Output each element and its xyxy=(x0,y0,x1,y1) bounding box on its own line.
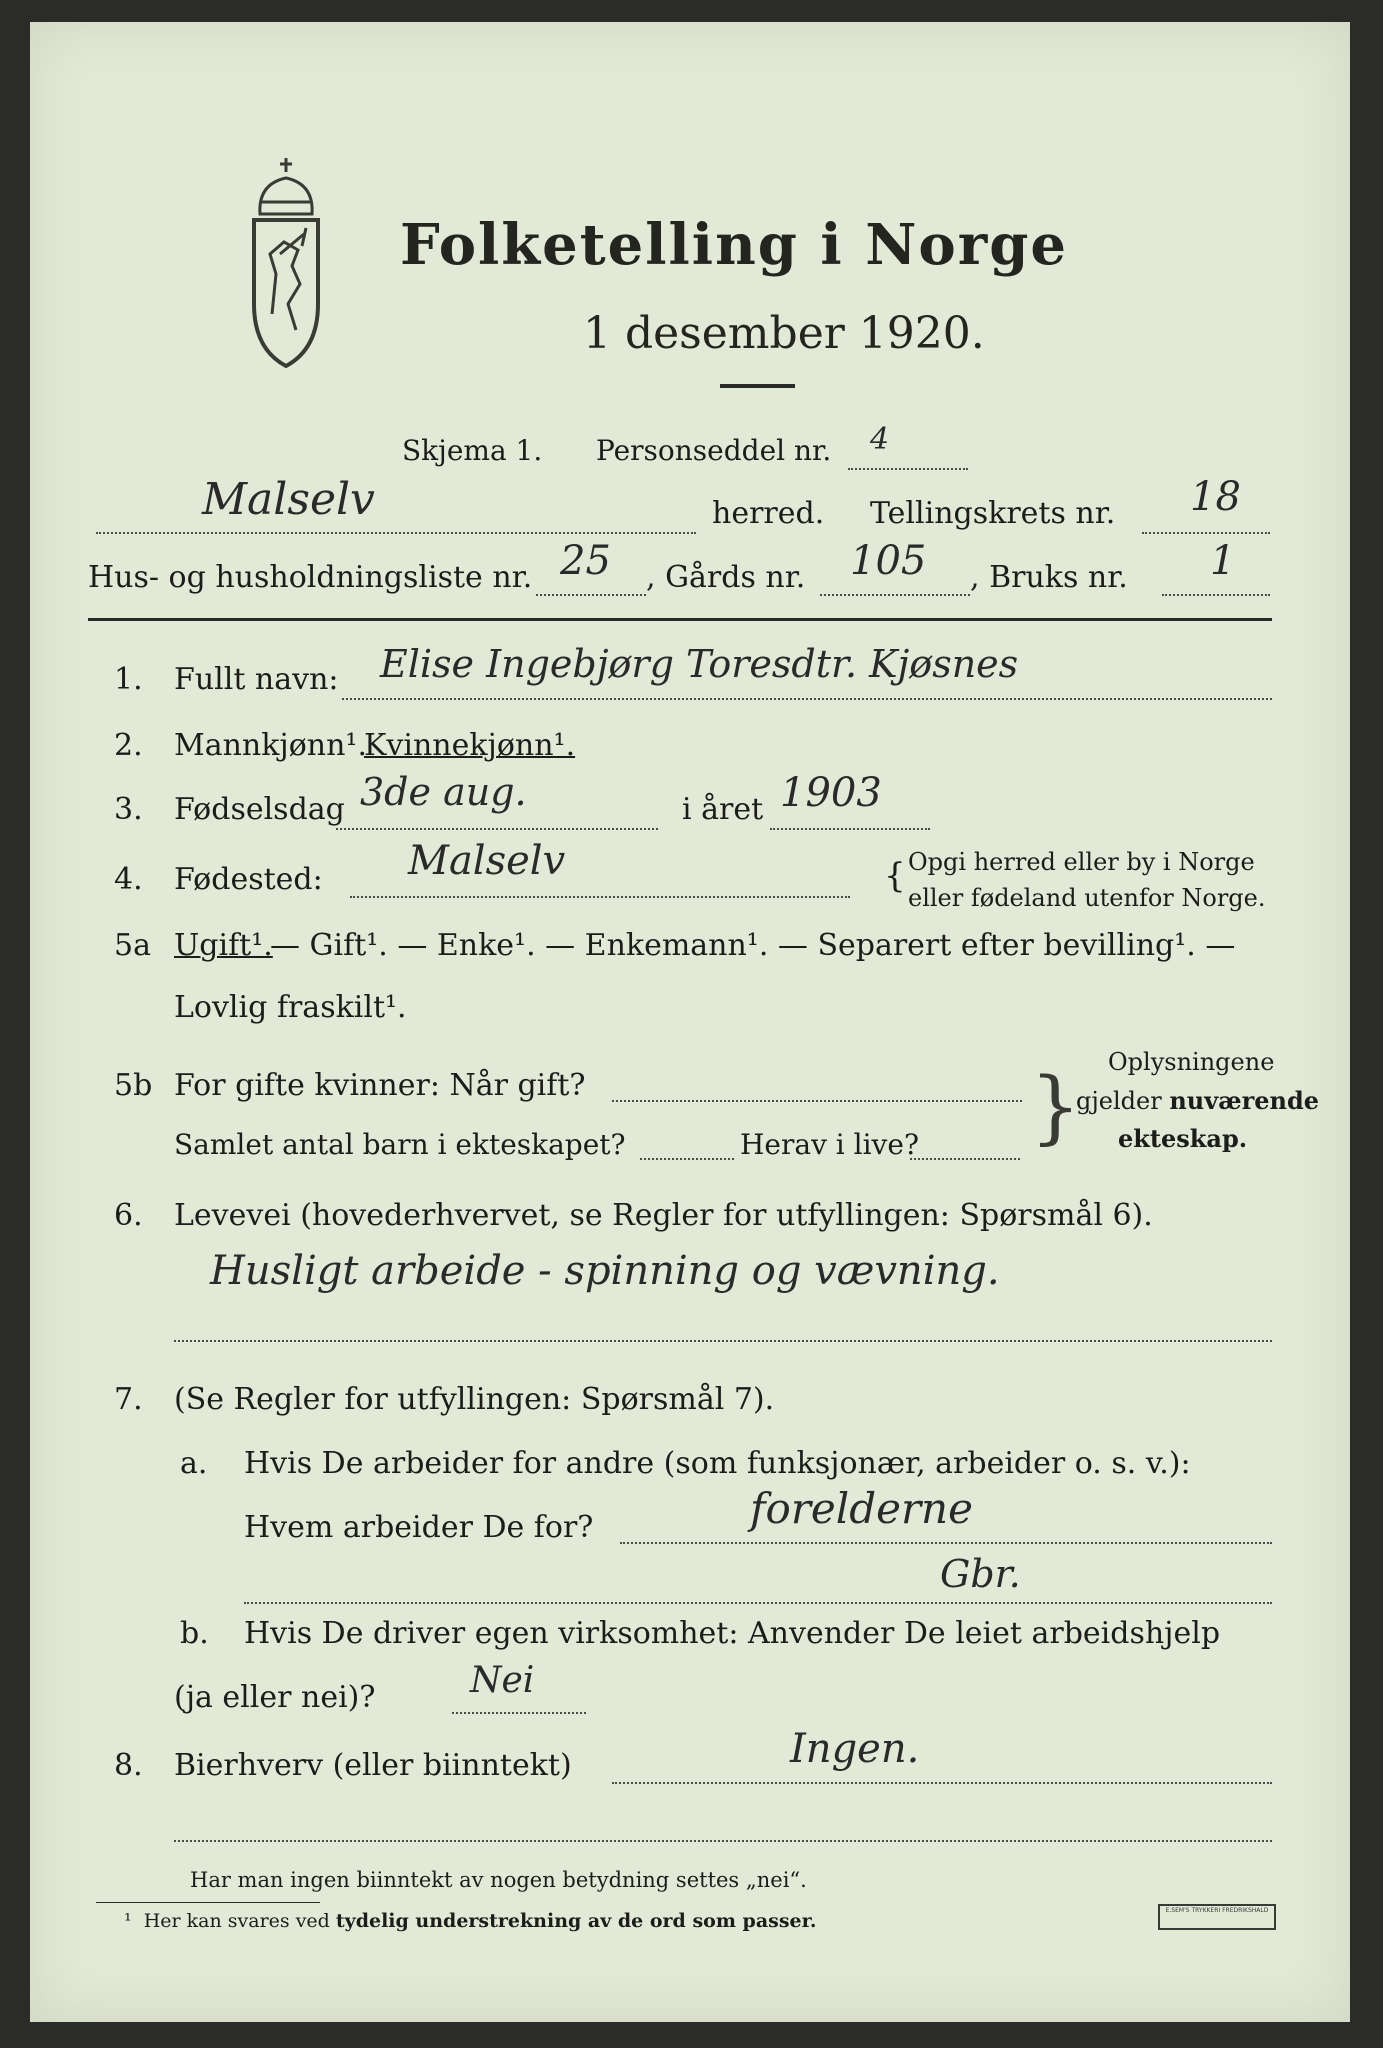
full-name-value[interactable]: Elise Ingebjørg Toresdtr. Kjøsnes xyxy=(380,642,1019,686)
gards-value[interactable]: 105 xyxy=(850,538,927,584)
occupation-value[interactable]: Husligt arbeide - spinning og vævning. xyxy=(210,1248,1000,1294)
unmarried-option[interactable]: Ugift¹. xyxy=(174,928,273,963)
q5b-note-2: gjelder nuværende xyxy=(1076,1086,1320,1115)
footnote: ¹ Her kan svares ved tydelig understrekning av de ord som passer. xyxy=(124,1910,817,1932)
q5b-when-line xyxy=(612,1100,1022,1102)
q4-brace: { xyxy=(884,856,906,896)
q1-label: Fullt navn: xyxy=(174,662,339,697)
birthday-value[interactable]: 3de aug. xyxy=(360,770,527,814)
q8-label: Bierhverv (eller biinntekt) xyxy=(174,1748,572,1783)
q8-line xyxy=(612,1782,1272,1784)
q4-number: 4. xyxy=(114,862,143,897)
q7-number: 7. xyxy=(114,1382,143,1417)
q5a-number: 5a xyxy=(114,928,151,963)
tellingskrets-label: Tellingskrets nr. xyxy=(870,496,1116,531)
male-option[interactable]: Mannkjønn¹. xyxy=(174,728,367,763)
gards-label: , Gårds nr. xyxy=(646,560,806,595)
q1-number: 1. xyxy=(114,662,143,697)
printer-stamp: E.SEM'S TRYKKERI FREDRIKSHALD xyxy=(1158,1904,1276,1930)
form-title: Folketelling i Norge xyxy=(400,212,1069,278)
norwegian-coat-of-arms-icon xyxy=(240,154,332,374)
employer-note[interactable]: Gbr. xyxy=(940,1552,1021,1596)
herred-value[interactable]: Malselv xyxy=(202,474,375,525)
q4-label: Fødested: xyxy=(174,862,323,897)
q1-line xyxy=(342,698,1272,700)
tellingskrets-line xyxy=(1142,532,1270,534)
q5b-note-3: ekteskap. xyxy=(1118,1124,1248,1153)
q8-number: 8. xyxy=(114,1748,143,1783)
q7-label: (Se Regler for utfyllingen: Spørsmål 7). xyxy=(174,1382,775,1417)
q3-number: 3. xyxy=(114,792,143,827)
q7b-letter: b. xyxy=(180,1616,209,1651)
header-rule xyxy=(88,618,1272,621)
herred-line xyxy=(96,532,696,534)
q5b-note-1: Oplysningene xyxy=(1108,1048,1275,1076)
schema-label: Skjema 1. xyxy=(402,434,543,467)
female-option[interactable]: Kvinnekjønn¹. xyxy=(364,728,576,763)
q7a-question: Hvem arbeider De for? xyxy=(244,1510,594,1545)
q5b-brace: } xyxy=(1030,1060,1081,1153)
q7a-letter: a. xyxy=(180,1446,208,1481)
side-income-value[interactable]: Ingen. xyxy=(790,1726,920,1772)
personseddel-label: Personseddel nr. xyxy=(596,434,832,467)
q5b-children-line xyxy=(640,1158,734,1160)
footnote-rule xyxy=(96,1902,320,1903)
tellingskrets-value[interactable]: 18 xyxy=(1190,474,1241,520)
q5b-number: 5b xyxy=(114,1068,153,1103)
personseddel-value[interactable]: 4 xyxy=(870,422,890,457)
q4-note-2: eller fødeland utenfor Norge. xyxy=(908,884,1266,912)
q7b-line xyxy=(452,1712,586,1714)
year-line xyxy=(770,828,930,830)
q6-line xyxy=(174,1340,1272,1342)
q6-label: Levevei (hovederhvervet, se Regler for utfyllingen: Spørsmål 6). xyxy=(174,1198,1153,1233)
census-form-sheet xyxy=(30,22,1350,2022)
title-divider xyxy=(720,384,795,388)
hus-label: Hus- og husholdningsliste nr. xyxy=(88,560,533,595)
personseddel-line xyxy=(848,468,968,470)
q8-line-2 xyxy=(174,1840,1272,1842)
bruks-line xyxy=(1162,594,1270,596)
q3-line xyxy=(336,828,658,830)
q7a-line-2 xyxy=(244,1602,1272,1604)
no-income-note: Har man ingen biinntekt av nogen betydning settes „nei“. xyxy=(190,1868,807,1892)
gards-line xyxy=(820,594,970,596)
hus-line xyxy=(536,594,646,596)
marital-status-options[interactable]: — Gift¹. — Enke¹. — Enkemann¹. — Separert efter bevilling¹. — xyxy=(270,928,1236,963)
year-label: i året xyxy=(682,792,764,827)
q7b-question: (ja eller nei)? xyxy=(174,1680,376,1715)
q6-number: 6. xyxy=(114,1198,143,1233)
census-date: 1 desember 1920. xyxy=(583,308,985,359)
hus-value[interactable]: 25 xyxy=(560,538,611,584)
q5b-alive-label: Herav i live? xyxy=(740,1128,919,1161)
q7a-line xyxy=(620,1542,1272,1544)
birthplace-value[interactable]: Malselv xyxy=(408,838,566,884)
q2-number: 2. xyxy=(114,728,143,763)
q4-note-1: Opgi herred eller by i Norge xyxy=(908,848,1255,876)
q4-line xyxy=(350,896,850,898)
birth-year-value[interactable]: 1903 xyxy=(780,770,882,816)
q5b-children-label: Samlet antal barn i ekteskapet? xyxy=(174,1128,626,1161)
q3-label: Fødselsdag xyxy=(174,792,345,827)
bruks-label: , Bruks nr. xyxy=(970,560,1128,595)
q7b-text: Hvis De driver egen virksomhet: Anvender De leiet arbeidshjelp xyxy=(244,1616,1221,1651)
divorced-option[interactable]: Lovlig fraskilt¹. xyxy=(174,990,407,1025)
hired-help-value[interactable]: Nei xyxy=(470,1660,535,1701)
herred-label: herred. xyxy=(712,496,825,531)
employer-value[interactable]: forelderne xyxy=(750,1484,973,1533)
q5b-alive-line xyxy=(910,1158,1020,1160)
q7a-text: Hvis De arbeider for andre (som funksjonær, arbeider o. s. v.): xyxy=(244,1446,1191,1481)
q5b-when-married-label: For gifte kvinner: Når gift? xyxy=(174,1068,586,1103)
bruks-value[interactable]: 1 xyxy=(1210,538,1236,584)
